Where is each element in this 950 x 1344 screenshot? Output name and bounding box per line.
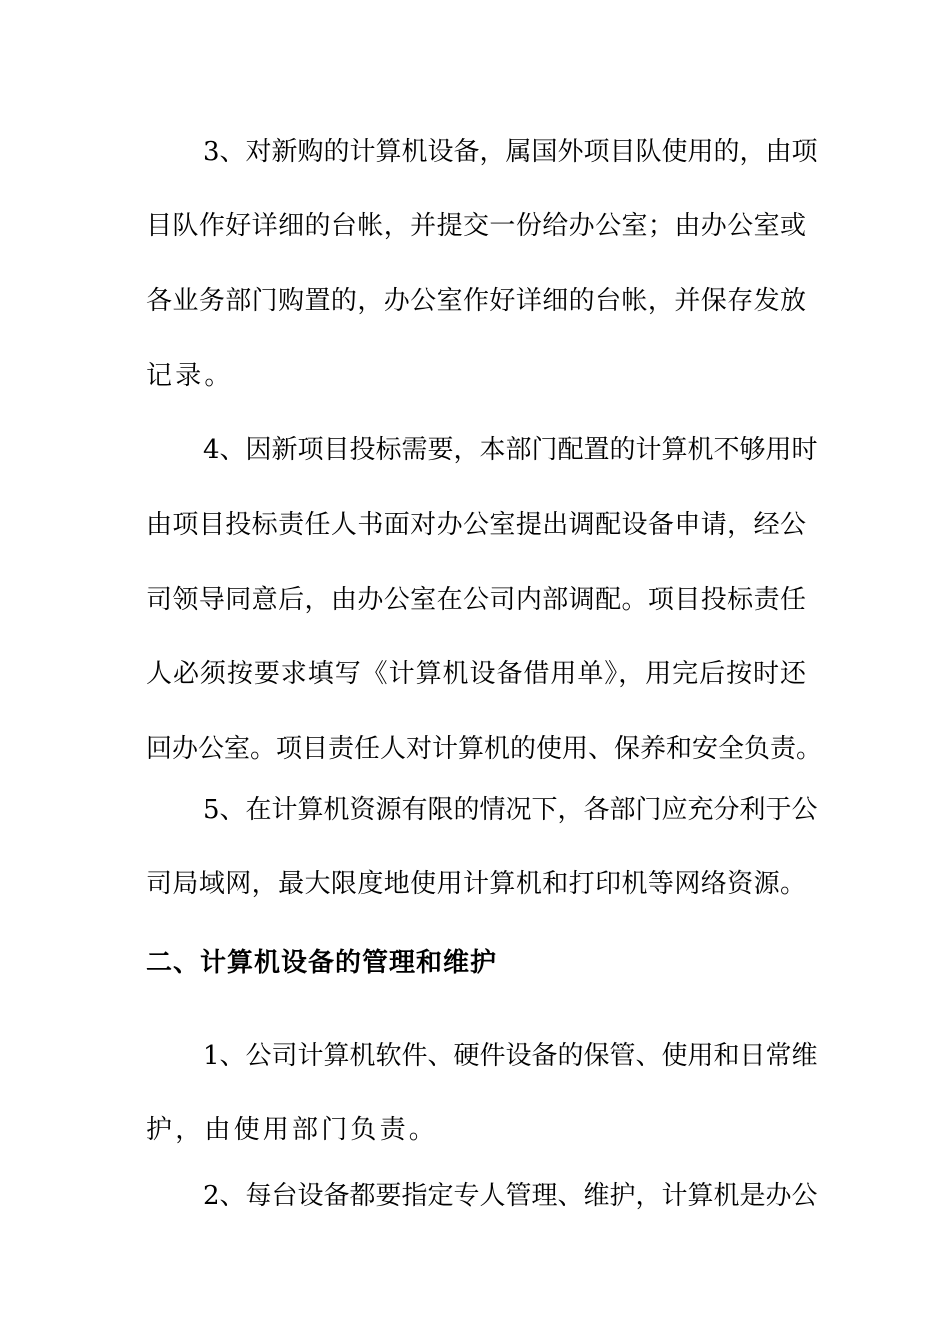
paragraph-line: 回办公室。项目责任人对计算机的使用、保养和安全负责。 xyxy=(146,734,823,764)
paragraph-line: 司局域网，最大限度地使用计算机和打印机等网络资源。 xyxy=(146,869,806,899)
paragraph-line: 人必须按要求填写《计算机设备借用单》，用完后按时还 xyxy=(146,659,806,689)
paragraph-line: 由项目投标责任人书面对办公室提出调配设备申请，经公 xyxy=(146,510,806,540)
paragraph-line: 2、每台设备都要指定专人管理、维护，计算机是办公 xyxy=(203,1181,818,1211)
paragraph-line: 司领导同意后，由办公室在公司内部调配。项目投标责任 xyxy=(146,585,806,615)
paragraph-line: 4、因新项目投标需要，本部门配置的计算机不够用时 xyxy=(203,435,818,465)
paragraph-line: 护，由使用部门负责。 xyxy=(146,1115,439,1145)
paragraph-line: 3、对新购的计算机设备，属国外项目队使用的，由项 xyxy=(203,137,818,167)
section-heading: 二、计算机设备的管理和维护 xyxy=(146,948,498,978)
paragraph-line: 各业务部门购置的，办公室作好详细的台帐，并保存发放 xyxy=(146,286,806,316)
paragraph-line: 1、公司计算机软件、硬件设备的保管、使用和日常维 xyxy=(203,1041,818,1071)
paragraph-line: 目队作好详细的台帐，并提交一份给办公室；由办公室或 xyxy=(146,211,806,241)
paragraph-line: 5、在计算机资源有限的情况下，各部门应充分利于公 xyxy=(203,795,818,825)
paragraph-line: 记录。 xyxy=(146,361,234,391)
